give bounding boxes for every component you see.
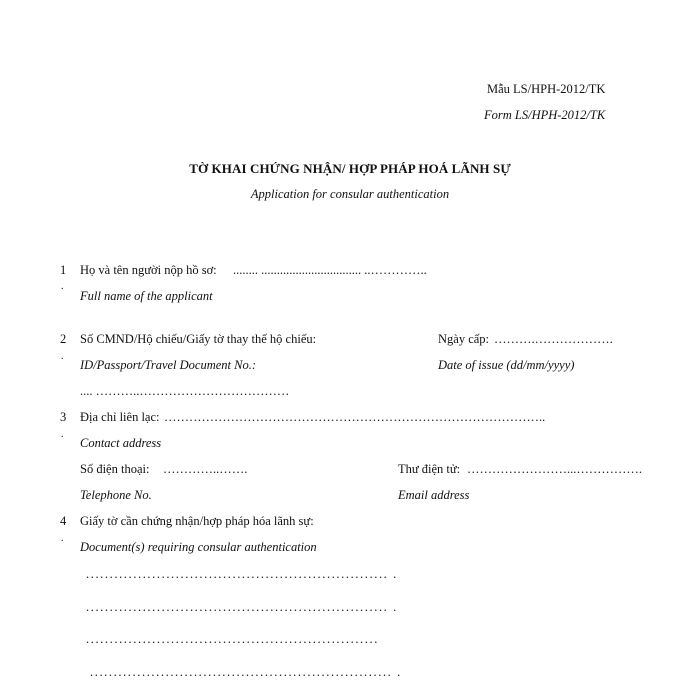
document-line-4[interactable]: ................................................................ . xyxy=(90,665,402,679)
contact-address-field[interactable]: ……………………………………………………………………………….. xyxy=(164,410,546,424)
item-2-number: 2 xyxy=(60,332,67,346)
phone-label-en: Telephone No. xyxy=(80,488,152,502)
document-line-3[interactable]: .............................................................. xyxy=(86,632,379,646)
document-line-1[interactable]: ................................................................ . xyxy=(86,567,398,581)
item-2-label-vi: Số CMND/Hộ chiếu/Giấy tờ thay thế hộ chiếu: xyxy=(80,332,317,346)
item-3-number: 3 xyxy=(60,410,67,424)
email-field[interactable]: ……………………...……………. xyxy=(467,462,642,476)
item-3-mark: . xyxy=(61,429,64,440)
item-2-label-en: ID/Passport/Travel Document No.: xyxy=(80,358,257,372)
form-code-vi: Mẫu LS/HPH-2012/TK xyxy=(487,82,606,96)
item-1-mark: . xyxy=(61,281,64,292)
item-1-number: 1 xyxy=(60,263,67,277)
item-1-label-en: Full name of the applicant xyxy=(80,289,213,303)
applicant-name-field[interactable]: ........ ................................ ..………….. xyxy=(233,263,427,277)
item-4-number: 4 xyxy=(60,514,67,528)
item-1-label-vi: Họ và tên người nộp hồ sơ: xyxy=(80,263,217,277)
item-4-label-en: Document(s) requiring consular authentication xyxy=(80,540,317,554)
phone-field[interactable]: …………..……. xyxy=(163,462,248,476)
item-4-mark: . xyxy=(61,533,64,544)
item-2-mark: . xyxy=(61,351,64,362)
form-code-en: Form LS/HPH-2012/TK xyxy=(484,108,606,122)
email-label-en: Email address xyxy=(398,488,470,502)
phone-label-vi: Số điện thoại: xyxy=(80,462,150,476)
date-of-issue-field[interactable]: ……….………………. xyxy=(494,332,613,346)
item-3-label-vi: Địa chỉ liên lạc: xyxy=(80,410,160,424)
date-of-issue-label-en: Date of issue (dd/mm/yyyy) xyxy=(438,358,575,372)
email-label-vi: Thư điện tử: xyxy=(398,462,461,476)
item-4-label-vi: Giấy tờ cần chứng nhận/hợp pháp hóa lãnh sự: xyxy=(80,514,314,528)
id-number-field[interactable]: .... ………..……………………………… xyxy=(80,384,290,398)
item-3-label-en: Contact address xyxy=(80,436,162,450)
page-title: TỜ KHAI CHỨNG NHẬN/ HỢP PHÁP HOÁ LÃNH SỰ xyxy=(189,161,511,176)
date-of-issue-label-vi: Ngày cấp: xyxy=(438,332,490,346)
document-line-2[interactable]: ................................................................ . xyxy=(86,600,398,614)
page-subtitle: Application for consular authentication xyxy=(250,187,450,201)
